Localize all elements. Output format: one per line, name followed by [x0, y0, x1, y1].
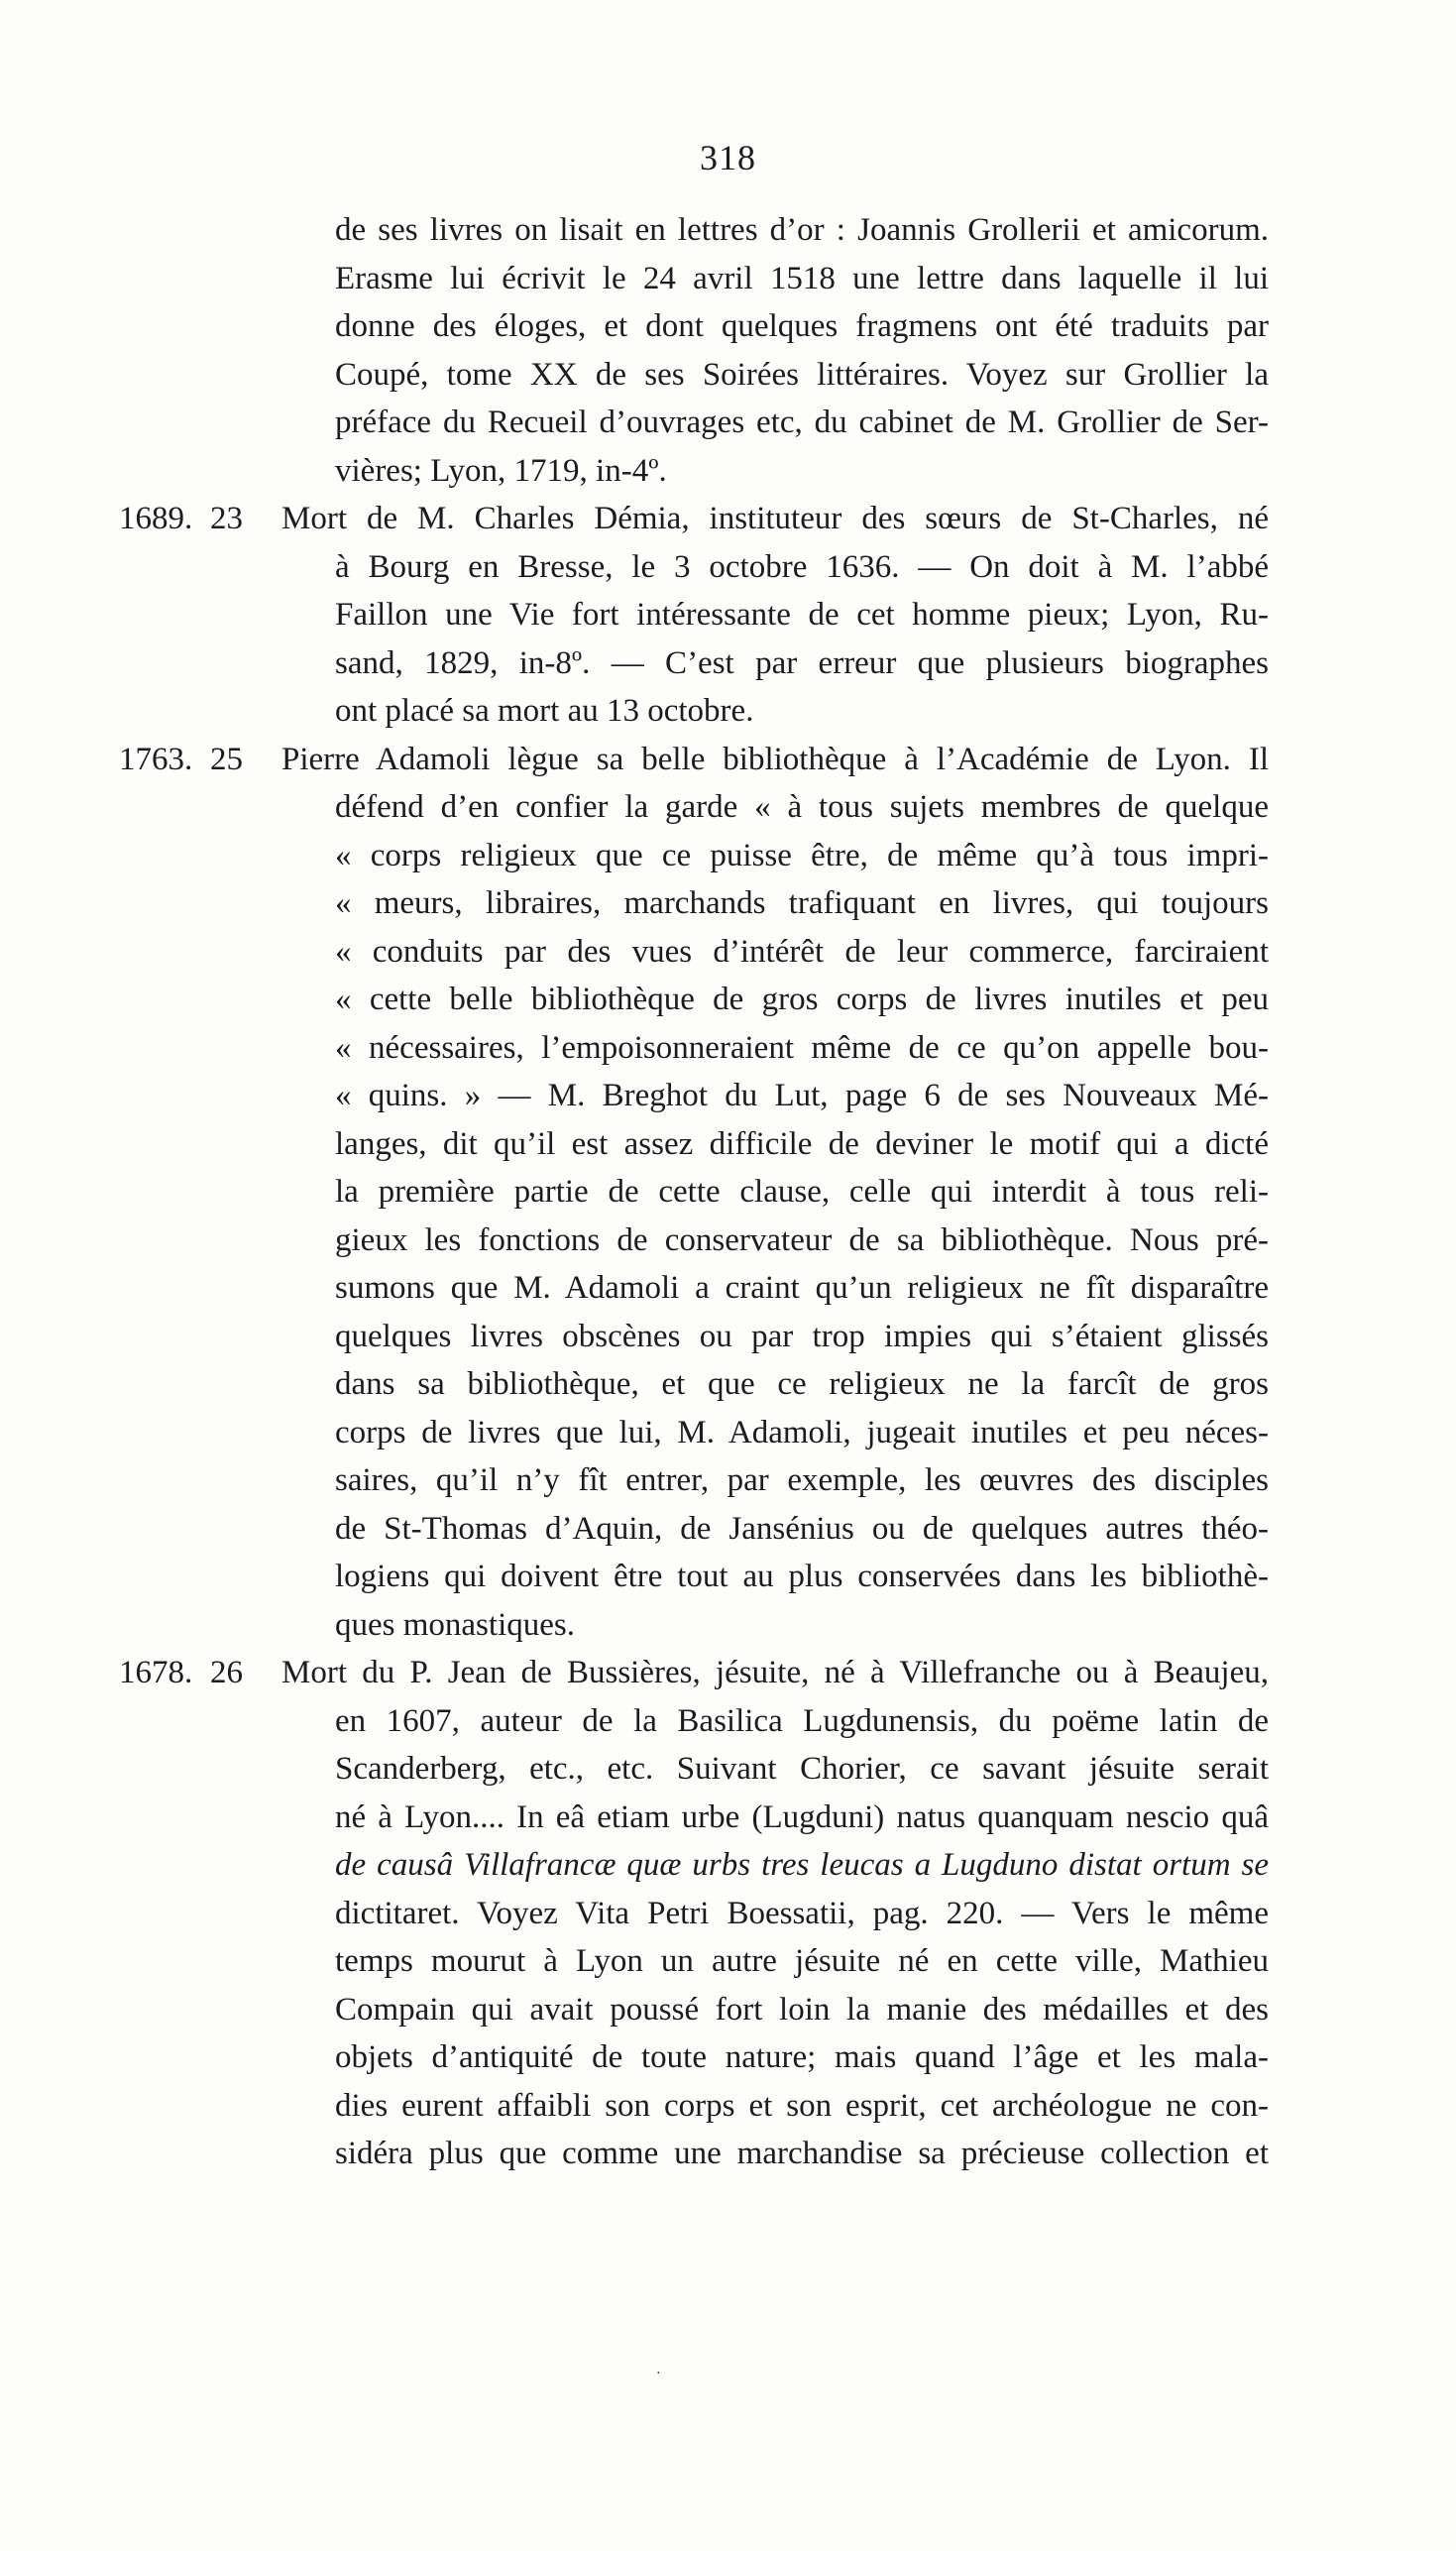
text-line: la première partie de cette clause, celle qui interdit à tous reli- — [335, 1174, 1269, 1210]
text-line: corps de livres que lui, M. Adamoli, jugeait inutiles et peu néces- — [335, 1414, 1269, 1450]
text-line: préface du Recueil d’ouvrages etc, du cabinet de M. Grollier de Ser- — [335, 405, 1269, 440]
text-line: de causâ Villafrancæ quæ urbs tres leucas a Lugduno distat ortum se — [335, 1847, 1269, 1883]
text-line: Scanderberg, etc., etc. Suivant Chorier, ce savant jésuite serait — [335, 1751, 1269, 1787]
entry-date — [119, 1649, 278, 1697]
text-line: dies eurent affaibli son corps et son esprit, cet archéologue ne con- — [335, 2087, 1269, 2124]
entry-date — [119, 736, 278, 784]
text-line: ont placé sa mort au 13 octobre. — [335, 693, 754, 729]
text-line: sidéra plus que comme une marchandise sa précieuse collection et — [335, 2136, 1269, 2171]
text-line: logiens qui doivent être tout au plus conservées dans les bibliothè- — [335, 1559, 1269, 1594]
entry-1763 — [119, 736, 1269, 1650]
text-line: gieux les fonctions de conservateur de sa bibliothèque. Nous pré- — [335, 1221, 1269, 1258]
entry-day: 23 — [210, 501, 243, 536]
entry-1689 — [119, 495, 1269, 736]
text-line: « cette belle bibliothèque de gros corps de livres inutiles et peu — [335, 982, 1269, 1017]
text-line: temps mourut à Lyon un autre jésuite né en cette ville, Mathieu — [335, 1943, 1269, 1979]
text-line: de ses livres on lisait en lettres d’or : Joannis Grollerii et amicorum. — [335, 212, 1269, 248]
text-line: en 1607, auteur de la Basilica Lugdunensis, du poëme latin de — [335, 1702, 1269, 1739]
entry-day: 26 — [210, 1655, 243, 1690]
text-line: sumons que M. Adamoli a craint qu’un religieux ne fît disparaître — [335, 1270, 1269, 1306]
page-body — [119, 206, 1269, 2178]
text-line: de St-Thomas d’Aquin, de Jansénius ou de quelques autres théo- — [335, 1510, 1269, 1547]
text-line: ques monastiques. — [335, 1606, 575, 1643]
text-line: dictitaret. Voyez Vita Petri Boessatii, pag. 220. — Vers le même — [335, 1895, 1269, 1931]
text-line: saires, qu’il n’y fît entrer, par exemple, les œuvres des disciples — [335, 1462, 1269, 1498]
text-line: quelques livres obscènes ou par trop impies qui s’étaient glissés — [335, 1318, 1269, 1354]
text-line: « corps religieux que ce puisse être, de même qu’à tous impri- — [335, 837, 1269, 873]
text-line: Coupé, tome XX de ses Soirées littéraires. Voyez sur Grollier la — [335, 356, 1269, 393]
text-line: sand, 1829, in-8º. — C’est par erreur que plusieurs biographes — [335, 644, 1269, 681]
text-line: Mort de M. Charles Démia, instituteur des sœurs de St-Charles, né — [281, 501, 1269, 536]
text-line: Pierre Adamoli lègue sa belle bibliothèque à l’Académie de Lyon. Il — [281, 741, 1269, 777]
entry-year: 1678. — [119, 1655, 193, 1690]
text-line: Faillon une Vie fort intéressante de cet homme pieux; Lyon, Ru- — [335, 597, 1269, 633]
text-line: « nécessaires, l’empoisonneraient même de ce qu’on appelle bou- — [335, 1029, 1269, 1066]
text-line: défend d’en confier la garde « à tous sujets membres de quelque — [335, 789, 1269, 825]
entry-year: 1689. — [119, 501, 193, 536]
text-line: « quins. » — M. Breghot du Lut, page 6 de ses Nouveaux Mé- — [335, 1078, 1269, 1113]
text-line: « conduits par des vues d’intérêt de leur commerce, farciraient — [335, 933, 1269, 970]
text-line: à Bourg en Bresse, le 3 octobre 1636. — On doit à M. l’abbé — [335, 548, 1269, 585]
text-line: objets d’antiquité de toute nature; mais quand l’âge et les mala- — [335, 2039, 1269, 2075]
entry-day: 25 — [210, 741, 243, 777]
entry-1678 — [119, 1649, 1269, 2178]
text-line: « meurs, libraires, marchands trafiquant en livres, qui toujours — [335, 885, 1269, 921]
stray-ink-mark: ․ — [656, 2363, 661, 2377]
text-line: Compain qui avait poussé fort loin la manie des médailles et des — [335, 1991, 1269, 2028]
text-line: donne des éloges, et dont quelques fragmens ont été traduits par — [335, 308, 1269, 344]
text-line: né à Lyon.... In eâ etiam urbe (Lugduni) natus quanquam nescio quâ — [335, 1798, 1269, 1835]
entry-continuation — [119, 206, 1269, 495]
page-number: 318 — [700, 138, 756, 177]
entry-date — [119, 495, 278, 543]
text-line: Mort du P. Jean de Bussières, jésuite, né à Villefranche ou à Beaujeu, — [281, 1655, 1269, 1690]
text-line: vières; Lyon, 1719, in-4º. — [335, 452, 667, 489]
entry-year: 1763. — [119, 741, 193, 777]
text-line: Erasme lui écrivit le 24 avril 1518 une lettre dans laquelle il lui — [335, 260, 1269, 296]
text-line: langes, dit qu’il est assez difficile de deviner le motif qui a dicté — [335, 1125, 1269, 1162]
text-line: dans sa bibliothèque, et que ce religieux ne la farcît de gros — [335, 1366, 1269, 1402]
